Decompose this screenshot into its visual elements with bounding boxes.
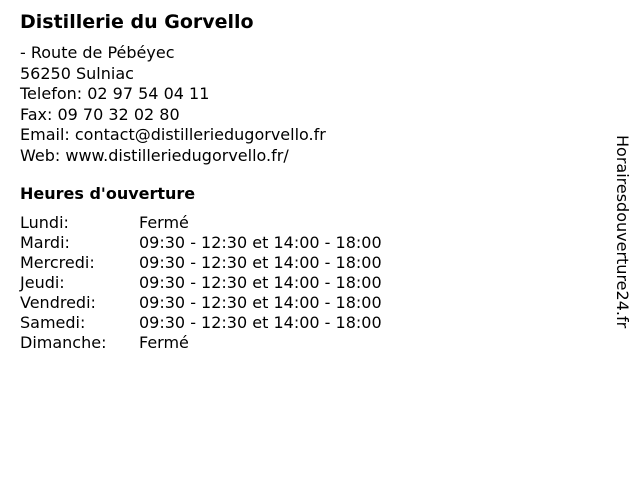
day-hours: Fermé: [139, 333, 189, 352]
address-city: 56250 Sulniac: [20, 63, 134, 83]
address-street: - Route de Pébéyec: [20, 43, 175, 62]
email-line: Email: contact@distilleriedugorvello.fr: [20, 125, 326, 144]
web-line: Web: www.distilleriedugorvello.fr/: [20, 145, 289, 165]
day-label: Lundi:: [20, 213, 69, 232]
fax-line: Fax: 09 70 32 02 80: [20, 104, 180, 124]
day-label: Mercredi:: [20, 253, 95, 272]
watermark-text: Horairesdouverture24.fr: [613, 135, 632, 329]
business-name: Distillerie du Gorvello: [20, 11, 254, 33]
day-hours: Fermé: [139, 213, 189, 232]
site-watermark: [612, 135, 634, 375]
day-hours: 09:30 - 12:30 et 14:00 - 18:00: [139, 273, 382, 292]
day-label: Jeudi:: [20, 273, 65, 292]
day-label: Vendredi:: [20, 293, 96, 312]
phone-line: Telefon: 02 97 54 04 11: [20, 84, 210, 103]
day-label: Mardi:: [20, 233, 70, 252]
opening-hours-heading: Heures d'ouverture: [20, 184, 196, 203]
day-hours: 09:30 - 12:30 et 14:00 - 18:00: [139, 253, 382, 272]
day-label: Samedi:: [20, 313, 86, 332]
day-label: Dimanche:: [20, 333, 107, 352]
contact-block: [20, 43, 326, 166]
day-hours: 09:30 - 12:30 et 14:00 - 18:00: [139, 313, 382, 332]
day-hours: 09:30 - 12:30 et 14:00 - 18:00: [139, 293, 382, 312]
day-hours: 09:30 - 12:30 et 14:00 - 18:00: [139, 233, 382, 252]
